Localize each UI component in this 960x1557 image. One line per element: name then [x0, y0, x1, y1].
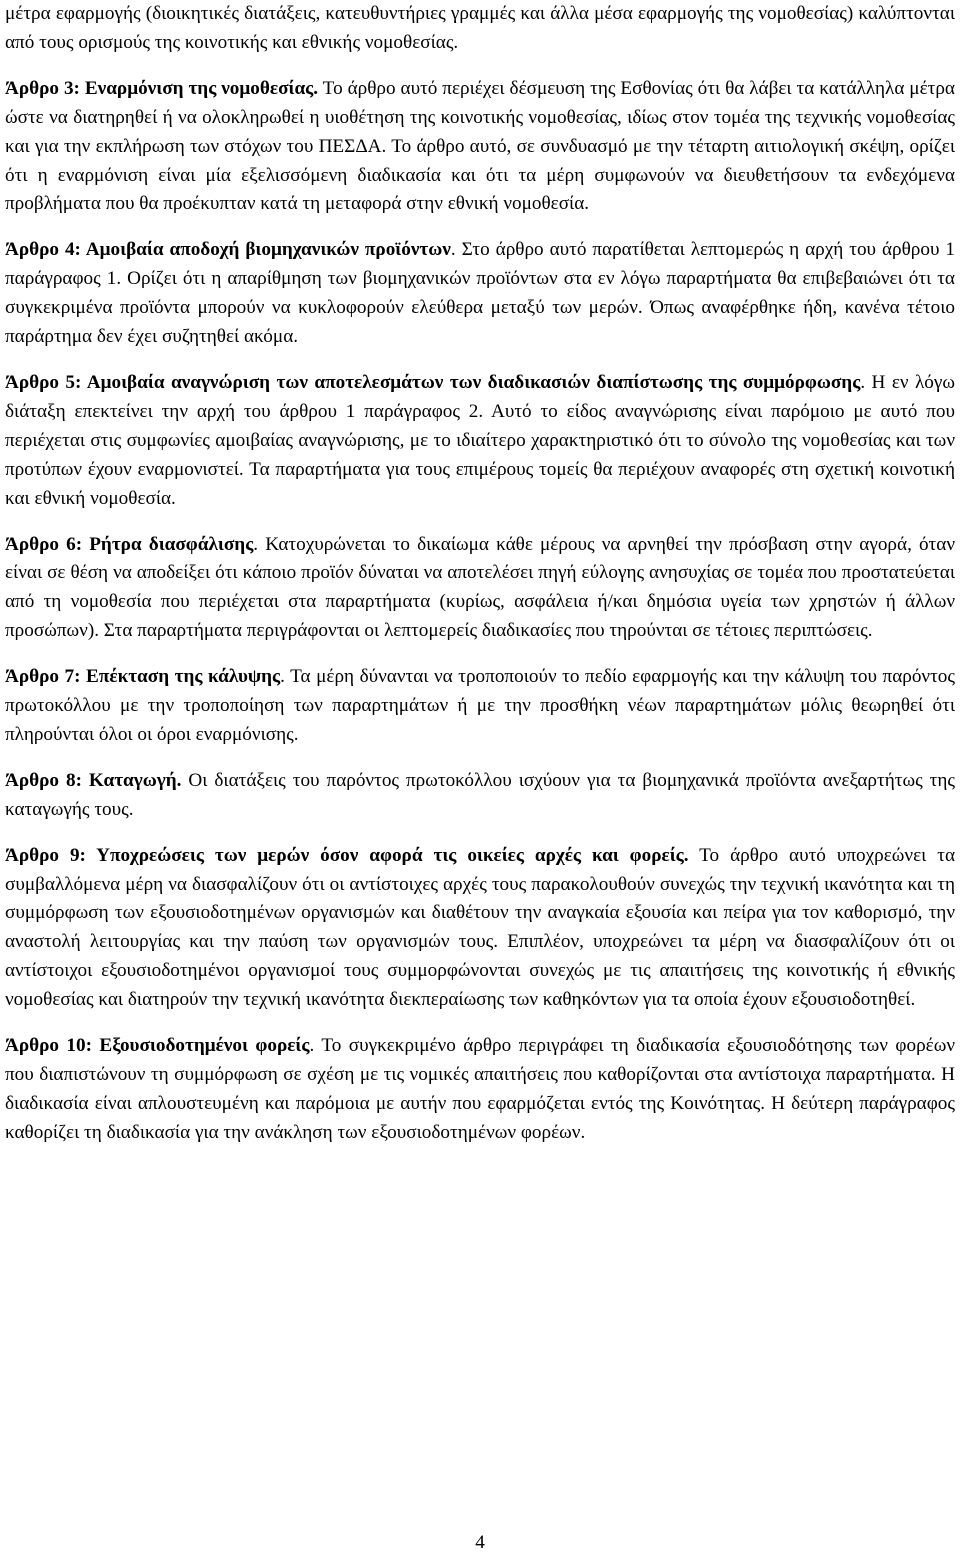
article-8-heading: Άρθρο 8: Καταγωγή. [5, 769, 182, 791]
article-3-body: Το άρθρο αυτό περιέχει δέσμευση της Εσθονίας ότι θα λάβει τα κατάλληλα μέτρα ώστε να διατηρηθεί ή να ολοκληρωθεί η υιοθέτηση της κοινοτικής νομοθεσίας, ιδίως στον τομέα της τεχνικής νομοθεσίας και για την εκπλήρωση των στόχων του ΠΕΣΔΑ. Το άρθρο αυτό, σε συνδυασμό με την τέταρτη αιτιολογική σκέψη, ορίζει ότι η εναρμόνιση είναι μία εξελισσόμενη διαδικασία και ότι τα μέρη συμφωνούν να διευθετήσουν τα ενδεχόμενα προβλήματα που θα προέκυπταν κατά τη μεταφορά στην εθνική νομοθεσία. [5, 77, 955, 215]
article-8-body: Οι διατάξεις του παρόντος πρωτοκόλλου ισχύουν για τα βιομηχανικά προϊόντα ανεξαρτήτως της καταγωγής τους. [5, 769, 955, 820]
article-7-body: . Τα μέρη δύνανται να τροποποιούν το πεδίο εφαρμογής και την κάλυψη του παρόντος πρωτοκόλλου με την τροποποίηση των παραρτημάτων ή με την προσθήκη νέων παραρτημάτων μόλις θεωρηθεί ότι πληρούνται όλοι οι όροι εναρμόνισης. [5, 666, 955, 745]
article-5-body: . Η εν λόγω διάταξη επεκτείνει την αρχή του άρθρου 1 παράγραφος 2. Αυτό το είδος αναγνώρισης είναι παρόμοιο με αυτό που περιέχεται στις συμφωνίες αμοιβαίας αναγνώρισης, με το ιδιαίτερο χαρακτηριστικό ότι το σύνολο της νομοθεσίας και των προτύπων έχουν εναρμονιστεί. Τα παραρτήματα για τους επιμέρους τομείς θα περιέχουν αναφορές στη σχετική κοινοτική και εθνική νομοθεσία. [5, 371, 955, 509]
article-9-heading: Άρθρο 9: Υποχρεώσεις των μερών όσον αφορά τις οικείες αρχές και φορείς. [5, 844, 689, 866]
article-9-body: Το άρθρο αυτό υποχρεώνει τα συμβαλλόμενα μέρη να διασφαλίζουν ότι οι αντίστοιχες αρχές τους παρακολουθούν συνεχώς την τεχνική ικανότητα και τη συμμόρφωση των εξουσιοδοτημένων οργανισμών και διαθέτουν την αναγκαία εξουσία και πείρα για τον καθορισμό, την αναστολή λειτουργίας και την παύση των οργανισμών τους. Επιπλέον, υποχρεώνει τα μέρη να διασφαλίζουν ότι οι αντίστοιχοι εξουσιοδοτημένοι οργανισμοί τους συμμορφώνονται συνεχώς με τις απαιτήσεις της κοινοτικής ή εθνικής νομοθεσίας και διατηρούν την τεχνική ικανότητα διεκπεραίωσης των καθηκόντων για τα οποία έχουν εξουσιοδοτηθεί. [5, 844, 955, 1011]
article-6-paragraph [5, 531, 955, 647]
intro-paragraph [5, 0, 955, 58]
article-10-heading: Άρθρο 10: Εξουσιοδοτημένοι φορείς [5, 1035, 310, 1057]
article-7-heading: Άρθρο 7: Επέκταση της κάλυψης [5, 666, 281, 688]
article-8-paragraph [5, 767, 955, 825]
article-4-body: . Στο άρθρο αυτό παρατίθεται λεπτομερώς η αρχή του άρθρου 1 παράγραφος 1. Ορίζει ότι η απαρίθμηση των βιομηχανικών προϊόντων στα εν λόγω παραρτήματα θα επιβεβαιώνει ότι τα συγκεκριμένα προϊόντα μπορούν να κυκλοφορούν ελεύθερα μεταξύ των μερών. Όπως αναφέρθηκε ήδη, κανένα τέτοιο παράρτημα δεν έχει συζητηθεί ακόμα. [5, 239, 956, 348]
article-9-paragraph [5, 842, 955, 1015]
article-5-heading: Άρθρο 5: Αμοιβαία αναγνώριση των αποτελεσμάτων των διαδικασιών διαπίστωσης της συμμόρφωσης [5, 371, 861, 393]
article-3-paragraph [5, 75, 955, 220]
article-10-paragraph [5, 1032, 955, 1148]
article-4-paragraph [5, 236, 955, 352]
article-6-body: . Κατοχυρώνεται το δικαίωμα κάθε μέρους να αρνηθεί την πρόσβαση στην αγορά, όταν είναι σε θέση να αποδείξει ότι κάποιο προϊόν δύναται να αποτελέσει πηγή εύλογης ανησυχίας σε τομέα που προστατεύεται από τη νομοθεσία που περιέχεται στα παραρτήματα (κυρίως, ασφάλεια ή/και δημόσια υγεία των χρηστών ή άλλων προσώπων). Στα παραρτήματα περιγράφονται οι λεπτομερείς διαδικασίες που τηρούνται σε τέτοιες περιπτώσεις. [5, 533, 956, 642]
page-number: 4 [475, 1532, 485, 1553]
intro-text: μέτρα εφαρμογής (διοικητικές διατάξεις, κατευθυντήριες γραμμές και άλλα μέσα εφαρμογής της νομοθεσίας) καλύπτονται από τους ορισμούς της κοινοτικής και εθνικής νομοθεσίας. [5, 3, 955, 53]
article-6-heading: Άρθρο 6: Ρήτρα διασφάλισης [5, 533, 254, 555]
article-7-paragraph [5, 663, 955, 750]
article-3-heading: Άρθρο 3: Εναρμόνιση της νομοθεσίας. [5, 77, 319, 99]
article-10-body: . Το συγκεκριμένο άρθρο περιγράφει τη διαδικασία εξουσιοδότησης των φορέων που διαπιστώνουν τη συμμόρφωση σε σχέση με τις νομικές απαιτήσεις που καθορίζονται στα αντίστοιχα παραρτήματα. Η διαδικασία είναι απλουστευμένη και παρόμοια με αυτήν που εφαρμόζεται εντός της Κοινότητας. Η δεύτερη παράγραφος καθορίζει τη διαδικασία για την ανάκληση των εξουσιοδοτημένων φορέων. [5, 1035, 956, 1143]
document-page [5, 0, 955, 1557]
article-4-heading: Άρθρο 4: Αμοιβαία αποδοχή βιομηχανικών προϊόντων [5, 239, 451, 261]
article-5-paragraph [5, 369, 955, 514]
